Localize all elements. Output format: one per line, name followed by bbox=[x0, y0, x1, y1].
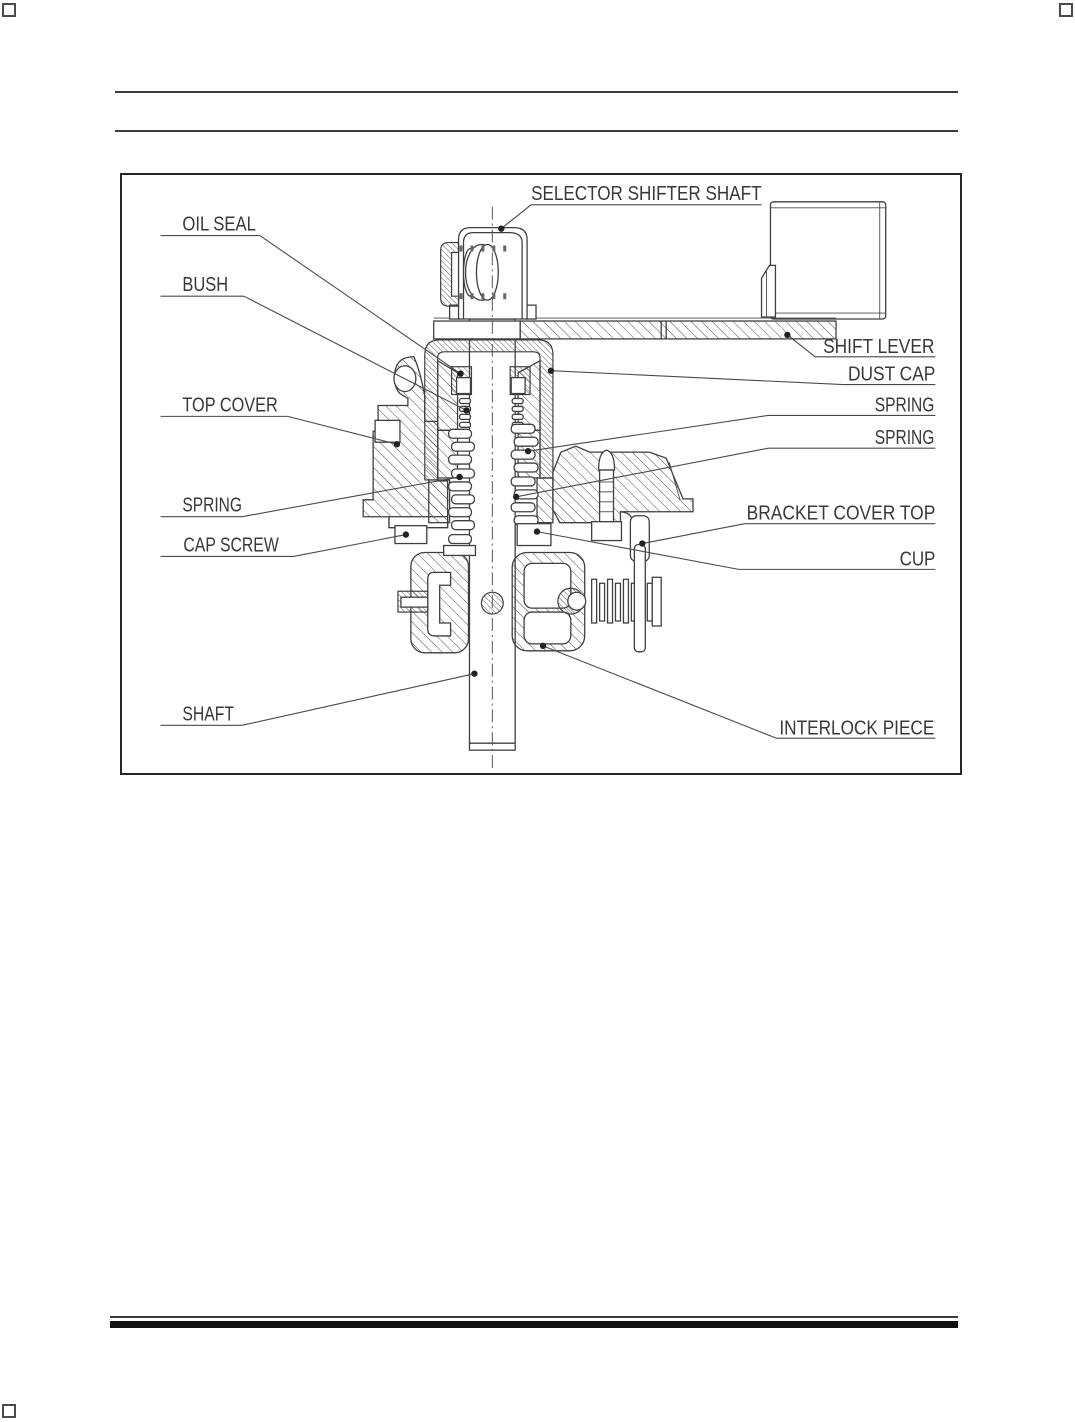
cap-clip bbox=[441, 243, 459, 307]
label-oil-seal: OIL SEAL bbox=[182, 213, 256, 236]
label-cup: CUP bbox=[899, 548, 936, 571]
callout-dust-cap bbox=[548, 364, 936, 386]
cap-screw-part bbox=[395, 526, 427, 544]
callout-shaft bbox=[161, 670, 478, 725]
header-rule-1 bbox=[115, 91, 958, 93]
header-rule-2 bbox=[115, 130, 958, 132]
bracket-pin bbox=[634, 545, 645, 652]
label-cap-screw: CAP SCREW bbox=[183, 534, 279, 557]
label-spring-left: SPRING bbox=[182, 494, 242, 517]
footer-rule-thin bbox=[110, 1316, 958, 1318]
label-dust-cap: DUST CAP bbox=[847, 363, 936, 386]
label-shift-lever: SHIFT LEVER bbox=[823, 335, 935, 358]
shift-lever-bar bbox=[434, 318, 836, 339]
corner-mark-top-left bbox=[2, 3, 16, 17]
callout-selector-shifter-shaft bbox=[498, 183, 761, 232]
shift-lever-knob bbox=[762, 202, 886, 319]
callout-cap-screw bbox=[161, 531, 410, 556]
figure-box bbox=[120, 173, 962, 775]
label-interlock-piece: INTERLOCK PIECE bbox=[779, 717, 935, 740]
selector-shaft-cap bbox=[441, 228, 536, 319]
detent-spring bbox=[592, 577, 662, 626]
label-shaft: SHAFT bbox=[182, 703, 235, 726]
footer-rule-thick bbox=[110, 1321, 958, 1328]
label-spring-right-upper: SPRING bbox=[874, 394, 935, 417]
callout-top-cover bbox=[161, 394, 401, 447]
interlock-housing bbox=[398, 552, 661, 652]
label-top-cover: TOP COVER bbox=[182, 394, 278, 417]
cup-part bbox=[517, 524, 551, 546]
label-bracket-cover-top: BRACKET COVER TOP bbox=[746, 502, 936, 525]
corner-mark-bottom-left bbox=[2, 1404, 16, 1418]
label-spring-right-lower: SPRING bbox=[874, 427, 935, 450]
callout-interlock-piece bbox=[540, 643, 936, 740]
assembly-cross-section-diagram bbox=[122, 175, 960, 773]
label-bush: BUSH bbox=[182, 274, 229, 297]
detent-ball bbox=[568, 592, 586, 610]
corner-mark-top-right bbox=[1059, 3, 1073, 17]
label-selector-shifter-shaft: SELECTOR SHIFTER SHAFT bbox=[531, 182, 762, 205]
